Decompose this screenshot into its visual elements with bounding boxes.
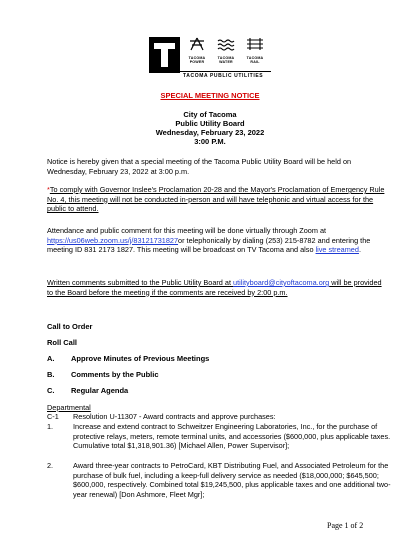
- roll-call-heading: Roll Call: [47, 338, 78, 347]
- email-link[interactable]: utilityboard@cityoftacoma.org: [233, 278, 330, 287]
- agenda-label: Comments by the Public: [71, 370, 159, 379]
- departmental-heading: Departmental: [47, 403, 91, 412]
- written-comments-paragraph: [47, 278, 387, 297]
- proclamation-text: To comply with Governor Inslee's Proclamation 20-28 and the Mayor's Proclamation of Emergency Rule No. 4, this meeting will not be conducted in-person and will have telephonic and virtual access for the public to attend.: [47, 185, 385, 214]
- tacoma-t-logo-icon: [149, 37, 180, 73]
- proclamation-asterisk: *: [47, 185, 50, 194]
- water-label-line1: TACOMA: [217, 56, 235, 60]
- call-to-order-heading: Call to Order: [47, 322, 93, 331]
- item-text: Award three-year contracts to PetroCard, KBT Distributing Fuel, and Associated Petroleum for the purchase of bulk fuel, including a keep-full delivery service as needed ($18,000,000; $645,500; $600,000, respectively. Combined total $19,245,500, plus applicable taxes and one additional two-year renewal) [Don Ashmore, Fleet Mgr];: [73, 461, 391, 499]
- header-board: Public Utility Board: [175, 119, 245, 128]
- header-date: Wednesday, February 23, 2022: [155, 128, 265, 137]
- tacoma-power-unit: [183, 37, 211, 70]
- header-city: City of Tacoma: [183, 110, 237, 119]
- tacoma-rail-unit: [241, 37, 269, 70]
- rail-tracks-icon: [245, 37, 265, 51]
- item-number: 1.: [47, 422, 54, 431]
- resolution-text: Resolution U-11307 - Award contracts and approve purchases:: [73, 412, 276, 421]
- zoom-link[interactable]: https://us06web.zoom.us/j/83121731827: [47, 235, 179, 245]
- notice-paragraph: Notice is hereby given that a special meeting of the Tacoma Public Utility Board will be held on Wednesday, February 23, 2022 at 3:00 p.m.: [47, 157, 352, 176]
- tacoma-water-unit: [212, 37, 240, 70]
- attendance-paragraph: [47, 226, 387, 255]
- notice-title: SPECIAL MEETING NOTICE: [160, 91, 260, 100]
- item-text: Increase and extend contract to Schweitzer Engineering Laboratories, Inc., for the purchase of protective relays, meters, remote terminal units, and accessories ($600,000, plus applicable taxes. Cumulative total $1,318,901.36) [Michael Allen, Power Supervisor];: [73, 422, 391, 451]
- tacoma-public-utilities-logo: [149, 37, 271, 79]
- agenda-item-a: [47, 354, 209, 363]
- agenda-label: Approve Minutes of Previous Meetings: [71, 354, 210, 363]
- logo-caption: TACOMA PUBLIC UTILITIES: [183, 73, 264, 79]
- item-number: 2.: [47, 461, 54, 470]
- water-label-line2: WATER: [219, 60, 233, 64]
- page-number: Page 1 of 2: [327, 521, 364, 530]
- agenda-item-b: [47, 370, 159, 379]
- power-label-line2: POWER: [189, 60, 205, 64]
- water-waves-icon: [216, 37, 236, 51]
- agenda-item-c: [47, 386, 128, 395]
- attendance-text-2: or telephonically by dialing (253) 215-8782 and entering the meeting ID 831 2173 1827. This meeting will be broadcast on TV Tacoma and also: [47, 235, 371, 255]
- rail-label-line1: TACOMA: [246, 56, 264, 60]
- agenda-letter: C.: [47, 386, 55, 395]
- logo-divider: [180, 71, 271, 72]
- attendance-text-3: .: [358, 245, 361, 255]
- agenda-label: Regular Agenda: [71, 386, 129, 395]
- written-comments-text-2: will be provided to the Board before the meeting if the comments are received by 2:00 p.m.: [47, 278, 382, 297]
- live-stream-link[interactable]: live streamed: [315, 245, 359, 255]
- attendance-text-1: Attendance and public comment for this meeting will be done virtually through Zoom at: [47, 226, 327, 235]
- resolution-number: C-1: [47, 412, 59, 421]
- agenda-letter: A.: [47, 354, 55, 363]
- agenda-letter: B.: [47, 370, 55, 379]
- header-time: 3:00 P.M.: [194, 137, 226, 146]
- written-comments-text-1: Written comments submitted to the Public Utility Board at: [47, 278, 234, 287]
- power-label-line1: TACOMA: [188, 56, 206, 60]
- proclamation-paragraph: [47, 185, 387, 214]
- rail-label-line2: RAIL: [250, 60, 260, 64]
- power-tower-icon: [187, 37, 207, 51]
